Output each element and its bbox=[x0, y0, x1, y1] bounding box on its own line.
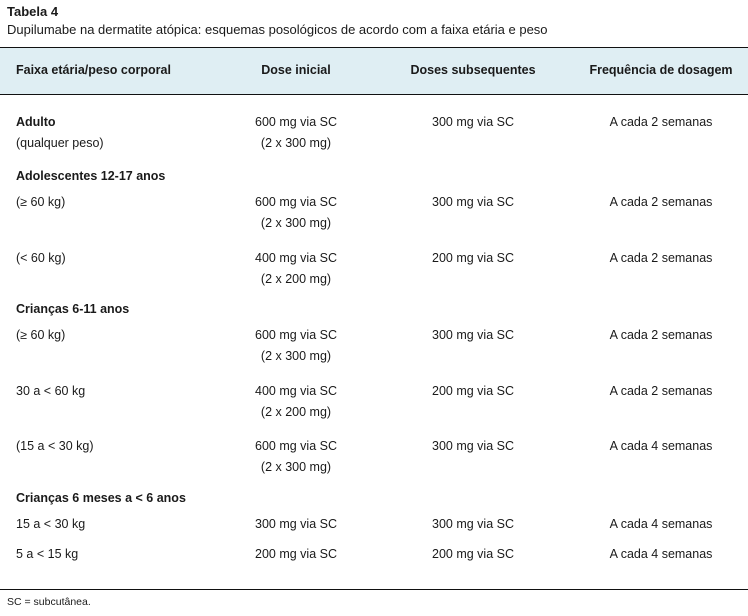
row-label: 5 a < 15 kg bbox=[16, 547, 79, 561]
frequencia: A cada 4 semanas bbox=[609, 547, 713, 561]
dose-inicial: 400 mg via SC bbox=[255, 384, 337, 398]
dose-inicial: 600 mg via SC bbox=[255, 328, 337, 342]
frequencia: A cada 2 semanas bbox=[609, 251, 713, 265]
dose-inicial-detail: (2 x 300 mg) bbox=[260, 136, 332, 150]
doses-subsequentes: 200 mg via SC bbox=[432, 547, 514, 561]
group-label-criancas-6-meses: Crianças 6 meses a < 6 anos bbox=[16, 491, 186, 505]
frequencia: A cada 2 semanas bbox=[609, 195, 713, 209]
header-dose-inicial: Dose inicial bbox=[261, 63, 331, 77]
dose-inicial: 200 mg via SC bbox=[255, 547, 337, 561]
table-bottom-rule bbox=[0, 589, 748, 590]
table-footnote: SC = subcutânea. bbox=[7, 596, 91, 608]
dose-inicial-detail: (2 x 300 mg) bbox=[260, 460, 332, 474]
row-label: (qualquer peso) bbox=[16, 136, 104, 150]
doses-subsequentes: 300 mg via SC bbox=[432, 328, 514, 342]
frequencia: A cada 4 semanas bbox=[609, 439, 713, 453]
doses-subsequentes: 200 mg via SC bbox=[432, 251, 514, 265]
dose-inicial: 300 mg via SC bbox=[255, 517, 337, 531]
dose-inicial-detail: (2 x 300 mg) bbox=[260, 216, 332, 230]
row-label: (≥ 60 kg) bbox=[16, 328, 66, 342]
group-label-adolescentes: Adolescentes 12-17 anos bbox=[16, 169, 166, 183]
doses-subsequentes: 200 mg via SC bbox=[432, 384, 514, 398]
frequencia: A cada 2 semanas bbox=[609, 115, 713, 129]
dose-inicial: 600 mg via SC bbox=[255, 439, 337, 453]
row-label: 30 a < 60 kg bbox=[16, 384, 86, 398]
table-caption-subtitle: Dupilumabe na dermatite atópica: esquemas posológicos de acordo com a faixa etária e peso bbox=[7, 22, 548, 37]
dose-inicial-detail: (2 x 200 mg) bbox=[260, 405, 332, 419]
frequencia: A cada 2 semanas bbox=[609, 384, 713, 398]
group-label-adulto: Adulto bbox=[16, 115, 56, 129]
doses-subsequentes: 300 mg via SC bbox=[432, 195, 514, 209]
row-label: (15 a < 30 kg) bbox=[16, 439, 94, 453]
dose-inicial: 400 mg via SC bbox=[255, 251, 337, 265]
doses-subsequentes: 300 mg via SC bbox=[432, 439, 514, 453]
table-header bbox=[0, 47, 748, 95]
header-faixa-etaria: Faixa etária/peso corporal bbox=[16, 63, 171, 77]
row-label: 15 a < 30 kg bbox=[16, 517, 86, 531]
header-doses-subsequentes: Doses subsequentes bbox=[410, 63, 536, 77]
doses-subsequentes: 300 mg via SC bbox=[432, 115, 514, 129]
frequencia: A cada 4 semanas bbox=[609, 517, 713, 531]
dose-inicial-detail: (2 x 200 mg) bbox=[260, 272, 332, 286]
dose-inicial: 600 mg via SC bbox=[255, 115, 337, 129]
doses-subsequentes: 300 mg via SC bbox=[432, 517, 514, 531]
group-label-criancas-6-11: Crianças 6-11 anos bbox=[16, 302, 130, 316]
row-label: (< 60 kg) bbox=[16, 251, 66, 265]
frequencia: A cada 2 semanas bbox=[609, 328, 713, 342]
table-caption-title: Tabela 4 bbox=[7, 4, 59, 19]
dose-inicial-detail: (2 x 300 mg) bbox=[260, 349, 332, 363]
dose-inicial: 600 mg via SC bbox=[255, 195, 337, 209]
row-label: (≥ 60 kg) bbox=[16, 195, 66, 209]
header-frequencia: Frequência de dosagem bbox=[589, 63, 733, 77]
